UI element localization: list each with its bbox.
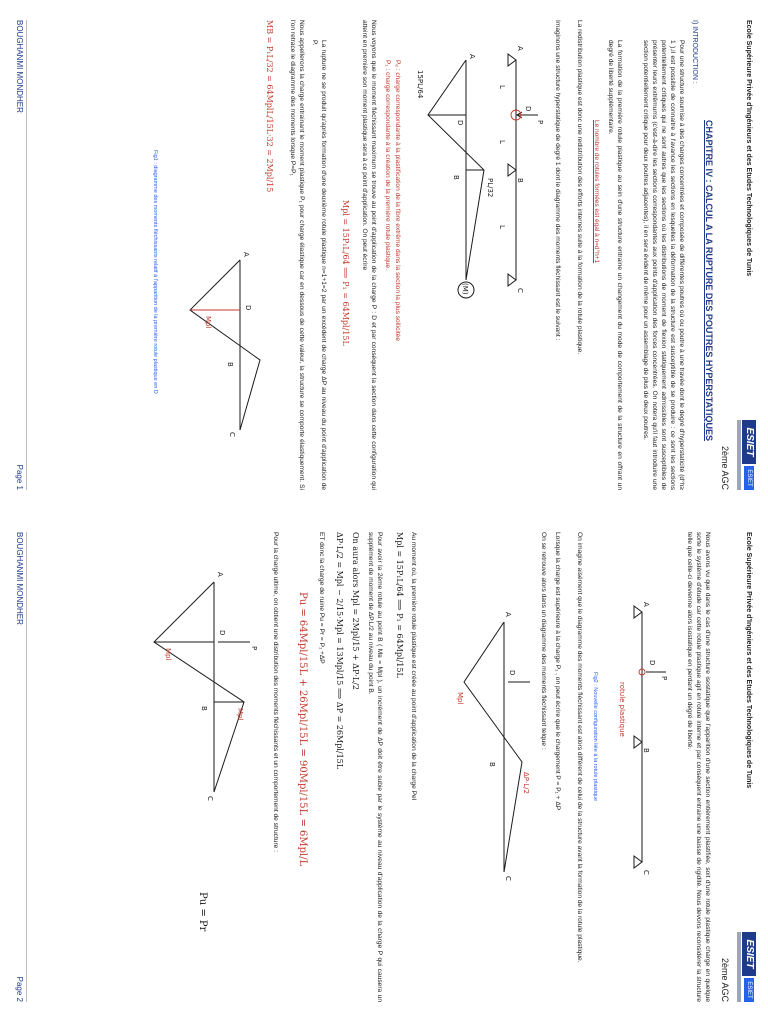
- fig2-support-c: [634, 856, 642, 868]
- ult-label-d: D: [218, 630, 226, 636]
- figure-2-diagram: [602, 602, 672, 902]
- d2-label-c: C: [504, 876, 512, 881]
- mpl-equation-2: Mpl = 15P₁L/64 ⟹ P₁ = 64Mpl/15L: [395, 532, 404, 678]
- fig2-support-a: [634, 606, 642, 618]
- school-name-2: Ecole Supérieure Privée d'Ingénieurs et des Etudes Technologiques de Tunis: [745, 532, 752, 789]
- ult-mpl-d: Mpl: [164, 648, 172, 661]
- au-moment-paragraph: Au moment où, la première rotule plastique est créée au point d'application de la charge Pel: [410, 532, 417, 801]
- label-a: A: [516, 46, 524, 51]
- ult-label-c: C: [206, 796, 214, 801]
- diagramme-paragraph: On se retrouve alors dans un diagramme des moments fléchissant telque :: [540, 532, 547, 750]
- support-b: [508, 164, 516, 176]
- fig1-mpl-label: Mpl: [204, 316, 212, 329]
- rupture-paragraph: La rupture ne se produit qu'après formation d'une deuxième rotule plastique n=1+1=2 par un excédent de charge ΔP au niveau du point d'application de P.: [311, 40, 327, 490]
- chapter-title: CHAPITRE IV : CALCUL A LA RUPTURE DES POUTRES HYPERSTATIQUES: [704, 120, 714, 442]
- fig1-label-c: C: [228, 432, 236, 437]
- delta-p-equation: ΔP·L/2 = Mpl − 2/15·Mpl = 13Mpl/15 ⟹ ΔP = 26Mpl/15L: [335, 532, 344, 770]
- label-p: P: [536, 120, 544, 125]
- pu-formula: Pu = 64Mpl/15L + 26Mpl/15L = 90Mpl/15L = 6Mpl/L: [297, 592, 308, 867]
- nb-rotules-note: Le nombre de rotules formées est égal à n=d°h+1: [593, 120, 600, 264]
- fig2-label-c: C: [642, 870, 650, 875]
- d2-moment-curve: [464, 622, 522, 872]
- school-logo-2: [736, 932, 756, 1002]
- fig1-label-d: D: [244, 305, 252, 311]
- pour-ultime-paragraph: Pour la charge ultime, on obtient une distribution des moments fléchissants et un comportement de structure :: [272, 532, 279, 852]
- page-number-2: Page 2: [15, 976, 24, 1002]
- intro-paragraph: Pour une structure soumise à des charges concentrées et composée de différentes poutres où ou poutre à une travée dont le degré d'hyperstaticité (d°h≥ 1 ),il est possible de connaitre à l'avance les sections en lesquelles la déformation de la structure est susceptible de se produire : ce sont les sections potentiellement critiques qui ne sont autres que les sections où les distributions de moment de flexion statiquement admissibles sont susceptibles de présenter leurs extrêmums (c'est-à-dire les sections correspondantes aux points d'application des forces concentrées. On notera qu'il faut introduire une section potentiellement critique pour deux poutres adjacentes), il en sera évident de même pour un assemblage de plus de deux poutres.: [642, 40, 685, 490]
- label-l-left: L: [498, 85, 506, 89]
- logo-bar: ESIET: [744, 466, 754, 490]
- nous-voyons-paragraph: Nous voyons que le moment fléchissant maximum se trouve au point d'application de la charge P : D et par conséquent la section dans cette configuration qui atteint en première son moment plastique sera à ce point d'application. On peut écrire: [361, 20, 377, 490]
- nous-avons-vu-paragraph: Nous avons vu que dans le cas d'une structure isostatique que l'apparition d'une section entièrement plastifiée, soit d'une rotule plastique charge en quelque sorte le système d'étude car cette rotule plastique agit en rotule interne et par conséquent entraine une baisse de rigidité. Nous devons reconsidérer la structure telle que celle-ci devienne alors isostatique en perdant un degré de liberté.: [686, 532, 711, 1002]
- figure-1-diagram: [160, 250, 280, 450]
- fig1-label-a: A: [242, 252, 250, 257]
- redistribution-paragraph: La redistribution plastique est donc une redistribution des efforts internes suite à la formation de la rotule plastique.: [576, 20, 583, 355]
- pour-avoir-paragraph: Pour avoir la 2ème rotule au point B ( Mв = Mpl ), un incrément de ΔP doit être subie par le système au niveau d'application de la charge P qui causera un supplément de moment de ΔP.L/2 au niveau du point B.: [367, 532, 383, 1002]
- label-b: B: [516, 178, 524, 183]
- pe-note: Pₑ : charge correspondante à la plastification de la fibre extrême dans la section la plus sollicitée: [394, 60, 401, 342]
- footer-page-1: [12, 20, 27, 490]
- ult-moment-curve: [154, 582, 244, 792]
- logo-underline-2: [737, 932, 741, 1002]
- class-level: 2ème AGC: [720, 445, 730, 490]
- imagine-paragraph: On imagine aisément que le diagramme des moments fléchissant est alors différent de celui de la structure avant la formation de la rotule plastique.: [576, 532, 583, 963]
- header-2: [716, 532, 756, 1002]
- appelons-paragraph: Nous appellerons la charge entrainant le moment plastique P₁ pour charge élastique car en dessous de cette valeur, la structure se comporte élastiquement. Si l'on retrace le diagramme des moments lorsque P=P₁: [289, 20, 305, 490]
- on-aura-equation: On aura alors Mpl = 2Mpl/15 + ΔP·L/2: [351, 532, 360, 691]
- author-name: BOUGHANMI MONDHER: [15, 20, 24, 113]
- mb-formula: MB = P₁L/32 = 64MplL/15L·32 = 2Mpl/15: [265, 20, 274, 193]
- beam-moment-diagram: [406, 40, 546, 320]
- label-c: C: [516, 288, 524, 293]
- lorsque-paragraph: Lorsque la charge est supérieure à la charge P₁ , on peut écrire que le chargement P = P₁ + ΔP: [554, 532, 561, 811]
- section-introduction: I) INTRODUCTION :: [691, 20, 698, 84]
- footer-page-2: [12, 532, 27, 1002]
- ult-label-a: A: [216, 572, 224, 577]
- label-l-mid: L: [498, 140, 506, 144]
- moment-label-a: A: [468, 54, 476, 59]
- pu-pr-note: Pu = Pr: [197, 892, 208, 932]
- moment-label-pl32: PL/32: [486, 178, 494, 198]
- header: [716, 20, 756, 490]
- p1-note: P₁ : charge correspondante à la création de la première rotule plastique.: [384, 60, 391, 271]
- school-logo: [736, 420, 756, 490]
- imaginons-paragraph: Imaginons une structure hyperstatique de degré 1 dont le diagramme des moments fléchissant est le suivant :: [554, 20, 561, 341]
- ultimate-moment-diagram: [124, 572, 264, 832]
- moment-label-15pl64: 15PL/64: [416, 70, 424, 99]
- logo-bar-2: ESIET: [744, 978, 754, 1002]
- d2-label-a: A: [504, 612, 512, 617]
- logo-mark-2: ESIET: [742, 932, 756, 976]
- ult-label-b: B: [200, 706, 208, 711]
- label-l-right: L: [498, 225, 506, 229]
- moment-label-b: B: [452, 175, 460, 180]
- figure-2-caption: Fig2 : Nouvelle configuration liée à la rotule plastique: [592, 672, 598, 802]
- fig2-label-d: D: [648, 660, 656, 666]
- moment-label-m: (M): [461, 283, 469, 295]
- logo-underline: [737, 420, 741, 490]
- fig2-label-p: P: [660, 676, 668, 681]
- ult-label-p: P: [250, 646, 258, 651]
- fig2-label-a: A: [642, 602, 650, 607]
- moment-label-d: D: [456, 120, 464, 126]
- support-a: [508, 54, 516, 66]
- logo-mark: ESIET: [742, 420, 756, 464]
- d2-mpl-label: Mpl: [456, 692, 464, 705]
- figure-1-caption: Fig1 : diagramme des moments fléchissants relatif à l'apparition de la première rotule plastique en D: [152, 150, 158, 394]
- moment-diagram-2: [424, 612, 534, 912]
- et-donc-paragraph: ET donc la charge de ruine Pu = Pr = P₁ +ΔP: [318, 532, 325, 664]
- d2-label-b: B: [488, 762, 496, 767]
- fig2-support-b: [634, 736, 642, 748]
- mpl-formula: Mpl = 15P₁L/64 ⟹ P₁ = 64Mpl/15L: [341, 200, 350, 346]
- formation-paragraph: La formation de la première rotule plastique au sein d'une structure entraine un changement du mode de comportement de la structure en offrant un degré de liberté supplémentaire.: [607, 40, 623, 490]
- fig2-rotule-label: rotule plastique: [618, 682, 626, 737]
- page-2: [0, 512, 768, 1024]
- d2-label-d: D: [508, 670, 516, 676]
- fig2-label-b: B: [642, 748, 650, 753]
- support-c: [508, 274, 516, 286]
- page-number-1: Page 1: [15, 464, 24, 490]
- class-level-2: 2ème AGC: [720, 957, 730, 1002]
- school-name: Ecole Supérieure Privée d'Ingénieurs et des Etudes Technologiques de Tunis: [745, 20, 752, 277]
- d2-delta-label: ΔP·L/2: [522, 772, 530, 794]
- fig1-label-b: B: [226, 362, 234, 367]
- author-name-2: BOUGHANMI MONDHER: [15, 532, 24, 625]
- ult-mpl-b: Mpl: [236, 708, 244, 721]
- label-d: D: [524, 106, 532, 112]
- fig1-moment-curve: [190, 260, 260, 430]
